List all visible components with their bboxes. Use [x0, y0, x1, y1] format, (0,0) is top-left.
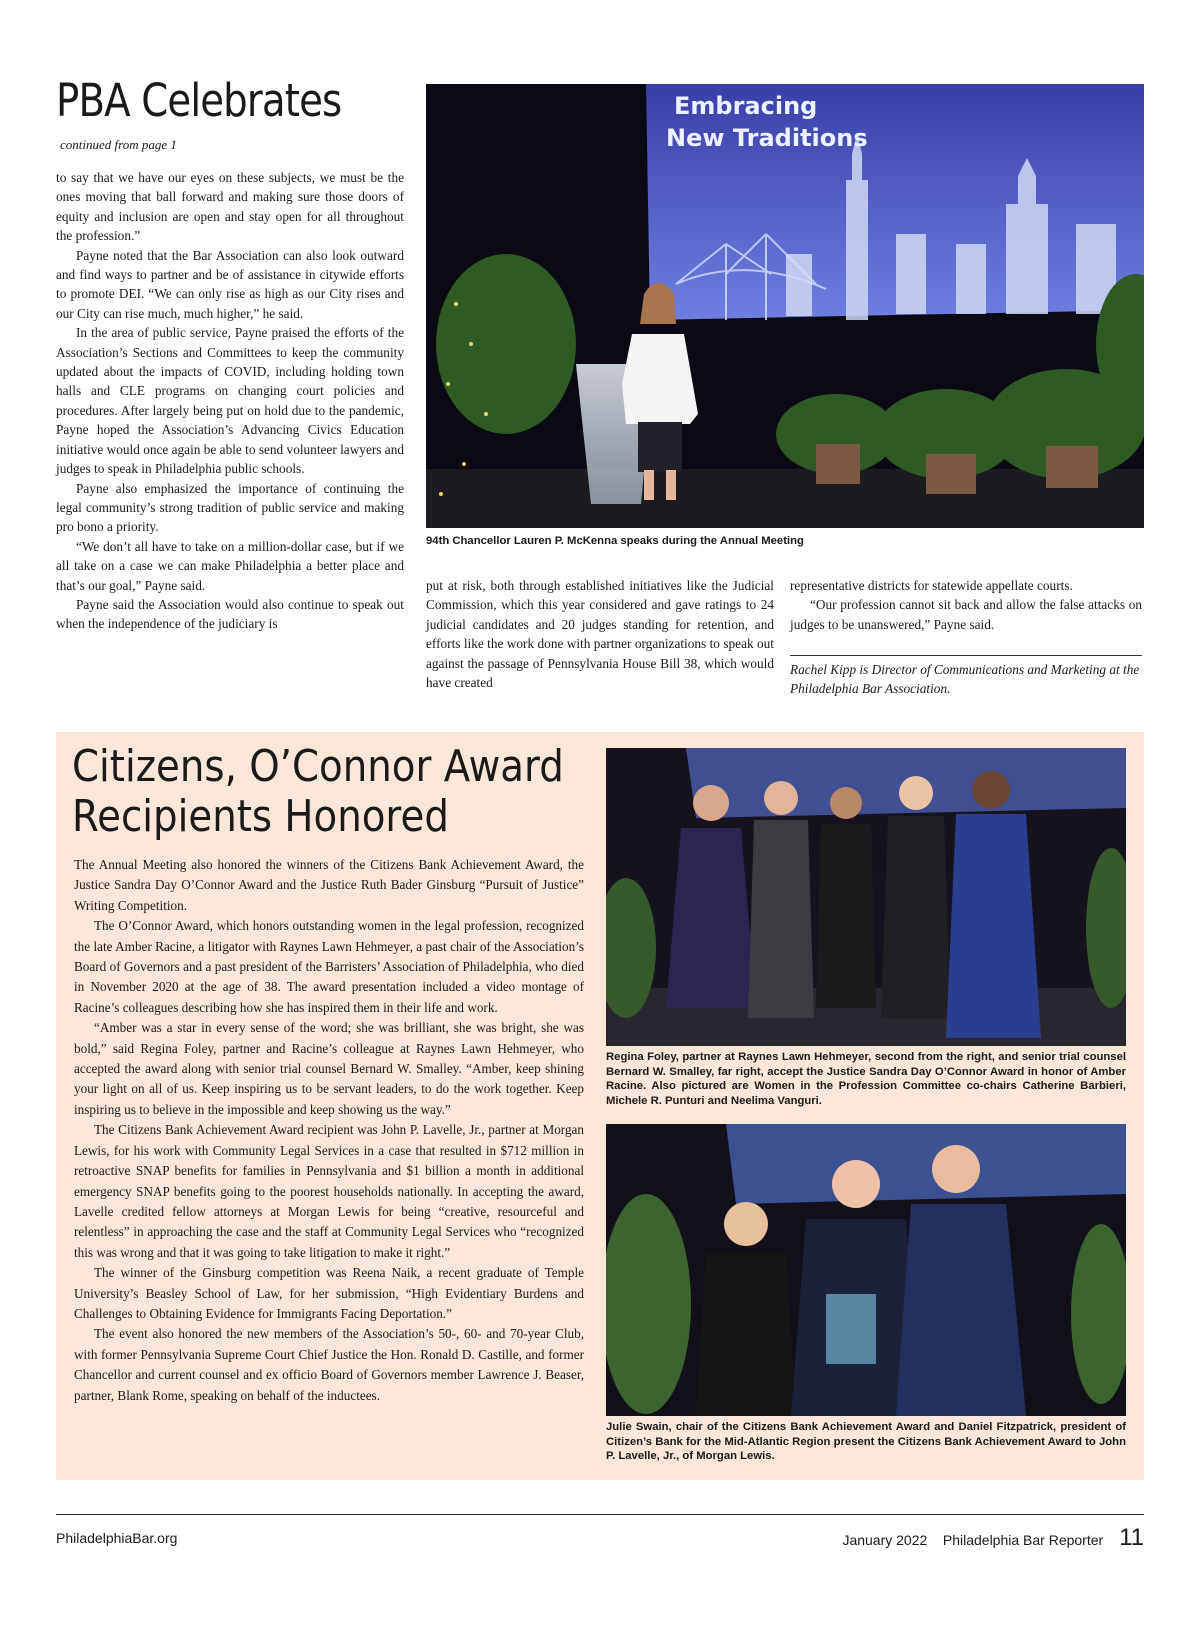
paragraph: “Amber was a star in every sense of the word; she was brilliant, she was bright, she was bold,” said Regina Foley, partner and Racine’s colleague at Raynes Lawn Hehmeyer, who accepted the award along with senior trial counsel Bernard W. Smalley. “Amber, keep shining your light on all of us. Keep inspiring us to be servant leaders, to do the work together. Keep inspiring us to believe in the impossible and keep showing us the way.” [74, 1020, 584, 1117]
paragraph: The O’Connor Award, which honors outstanding women in the legal profession, recognized the late Amber Racine, a litigator with Raynes Lawn Hehmeyer, a past chair of the Association’s Board of Governors and a past president of the Barristers’ Association of Philadelphia, who died in November 2020 at the age of 38. The award presentation included a video montage of Racine’s colleagues describing how she has inspired them in their life and work. [74, 918, 584, 1015]
continued-note: continued from page 1 [60, 137, 177, 152]
photo-caption: Regina Foley, partner at Raynes Lawn Hehmeyer, second from the right, and senior trial counsel Bernard W. Smalley, far right, accept the Justice Sandra Day O’Connor Award in honor of Amber Racine. Also pictured are Women in the Profession Committee co-chairs Catherine Barbieri, Michele R. Punturi and Neelima Vanguri. [606, 1051, 1126, 1107]
stage-illustration [426, 84, 1144, 528]
award-plaque [826, 1294, 876, 1364]
paragraph: The Annual Meeting also honored the winners of the Citizens Bank Achievement Award, the Justice Sandra Day O’Connor Award and the Justice Ruth Bader Ginsburg “Pursuit of Justice” Writing Competition. [74, 857, 584, 913]
annual-meeting-photo [426, 84, 1144, 528]
paragraph: Payne noted that the Bar Association can also look outward and find ways to partner and be of assistance in citywide efforts to promote DEI. “We can only rise as high as our City rises and our City can rise much, much higher,” he said. [56, 247, 404, 321]
paragraph: representative districts for statewide appellate courts. [790, 578, 1073, 593]
paragraph: “We don’t all have to take on a million-dollar case, but if we all take on a case we can make Philadelphia a better place and that’s our goal,” Payne said. [56, 538, 404, 593]
paragraph: The event also honored the new members of the Association’s 50-, 60- and 70-year Club, with former Pennsylvania Supreme Court Chief Justice the Hon. Ronald D. Castille, and former Chancellor and current counsel and ex officio Board of Governors member Lawrence J. Beaser, partner, Blank Rome, speaking on behalf of the inductees. [74, 1326, 584, 1403]
screen-title-line2: New Traditions [666, 124, 868, 152]
photo-caption: Julie Swain, chair of the Citizens Bank Achievement Award and Daniel Fitzpatrick, president of Citizen’s Bank for the Mid-Atlantic Region present the Citizens Bank Achievement Award to John P. Lavelle, Jr., of Morgan Lewis. [606, 1421, 1126, 1462]
paragraph: Payne also emphasized the importance of continuing the legal community’s strong tradition of public service and making pro bono a priority. [56, 480, 404, 535]
headline-line: Citizens, O’Connor Award [72, 741, 564, 792]
paragraph: “Our profession cannot sit back and allow the false attacks on judges to be unanswered,” Payne said. [790, 597, 1142, 632]
citizens-award-photo [606, 1124, 1126, 1416]
paragraph: The Citizens Bank Achievement Award recipient was John P. Lavelle, Jr., partner at Morgan Lewis, for his work with Community Legal Services in a case that resulted in $712 million in retroactive SNAP benefits for families in Pennsylvania and $1 billion a month in additional emergency SNAP benefits going to the poorest households nationally. In accepting the award, Lavelle credited fellow attorneys at Morgan Lewis for being “creative, resourceful and relentless” in approaching the case and the staff at Community Legal Services who “recognized this was wrong and that it was going to take litigation to make it right.” [74, 1122, 584, 1260]
issue-date: January 2022 [842, 1532, 928, 1548]
paragraph: The winner of the Ginsburg competition was Reena Naik, a recent graduate of Temple University’s Beasley School of Law, for her submission, “High Evidentiary Burdens and Challenges to Obtaining Evidence for Immigrants Facing Deportation.” [74, 1265, 584, 1321]
article-headline-2 [72, 742, 564, 842]
paragraph: put at risk, both through established initiatives like the Judicial Commission, which this year considered and gave ratings to 24 judicial candidates and 20 judges standing for retention, and efforts like the work done with partner organizations to speak out against the passage of Pennsylvania House Bill 38, which would have created [426, 578, 774, 691]
award-photo-illustration [606, 1124, 1126, 1416]
article-column-1 [56, 168, 404, 634]
footer-info [842, 1524, 1144, 1552]
photo-caption: 94th Chancellor Lauren P. McKenna speaks during the Annual Meeting [426, 535, 804, 547]
byline-divider [790, 655, 1142, 656]
article-column-2 [426, 576, 774, 692]
footer-divider [56, 1514, 1144, 1515]
paragraph: In the area of public service, Payne praised the efforts of the Association’s Sections and Committees to keep the community updated about the impacts of COVID, including holding town halls and CLE programs on changing court policies and procedures. After largely being put on hold due to the pandemic, Payne hoped the Association’s Advancing Civics Education initiative would once again be able to send volunteer lawyers and judges to speak in Philadelphia public schools. [56, 325, 404, 477]
article-column-3 [790, 576, 1142, 634]
award-article-body [74, 855, 584, 1406]
group-photo-illustration [606, 748, 1126, 1046]
page-number: 11 [1119, 1524, 1144, 1551]
publication-name: Philadelphia Bar Reporter [942, 1532, 1104, 1548]
article-headline: PBA Celebrates [56, 74, 342, 127]
screen-title-line1: Embracing [674, 92, 818, 120]
footer-url[interactable]: PhiladelphiaBar.org [56, 1530, 178, 1546]
paragraph: Payne said the Association would also continue to speak out when the independence of the judiciary is [56, 596, 404, 632]
paragraph: to say that we have our eyes on these subjects, we must be the ones moving that ball forward and making sure those doors of equity and inclusion are open and stay open for all throughout the profession.” [56, 170, 404, 244]
author-byline: Rachel Kipp is Director of Communications and Marketing at the Philadelphia Bar Association. [790, 662, 1140, 697]
headline-line: Recipients Honored [72, 791, 449, 842]
oconnor-award-photo [606, 748, 1126, 1046]
